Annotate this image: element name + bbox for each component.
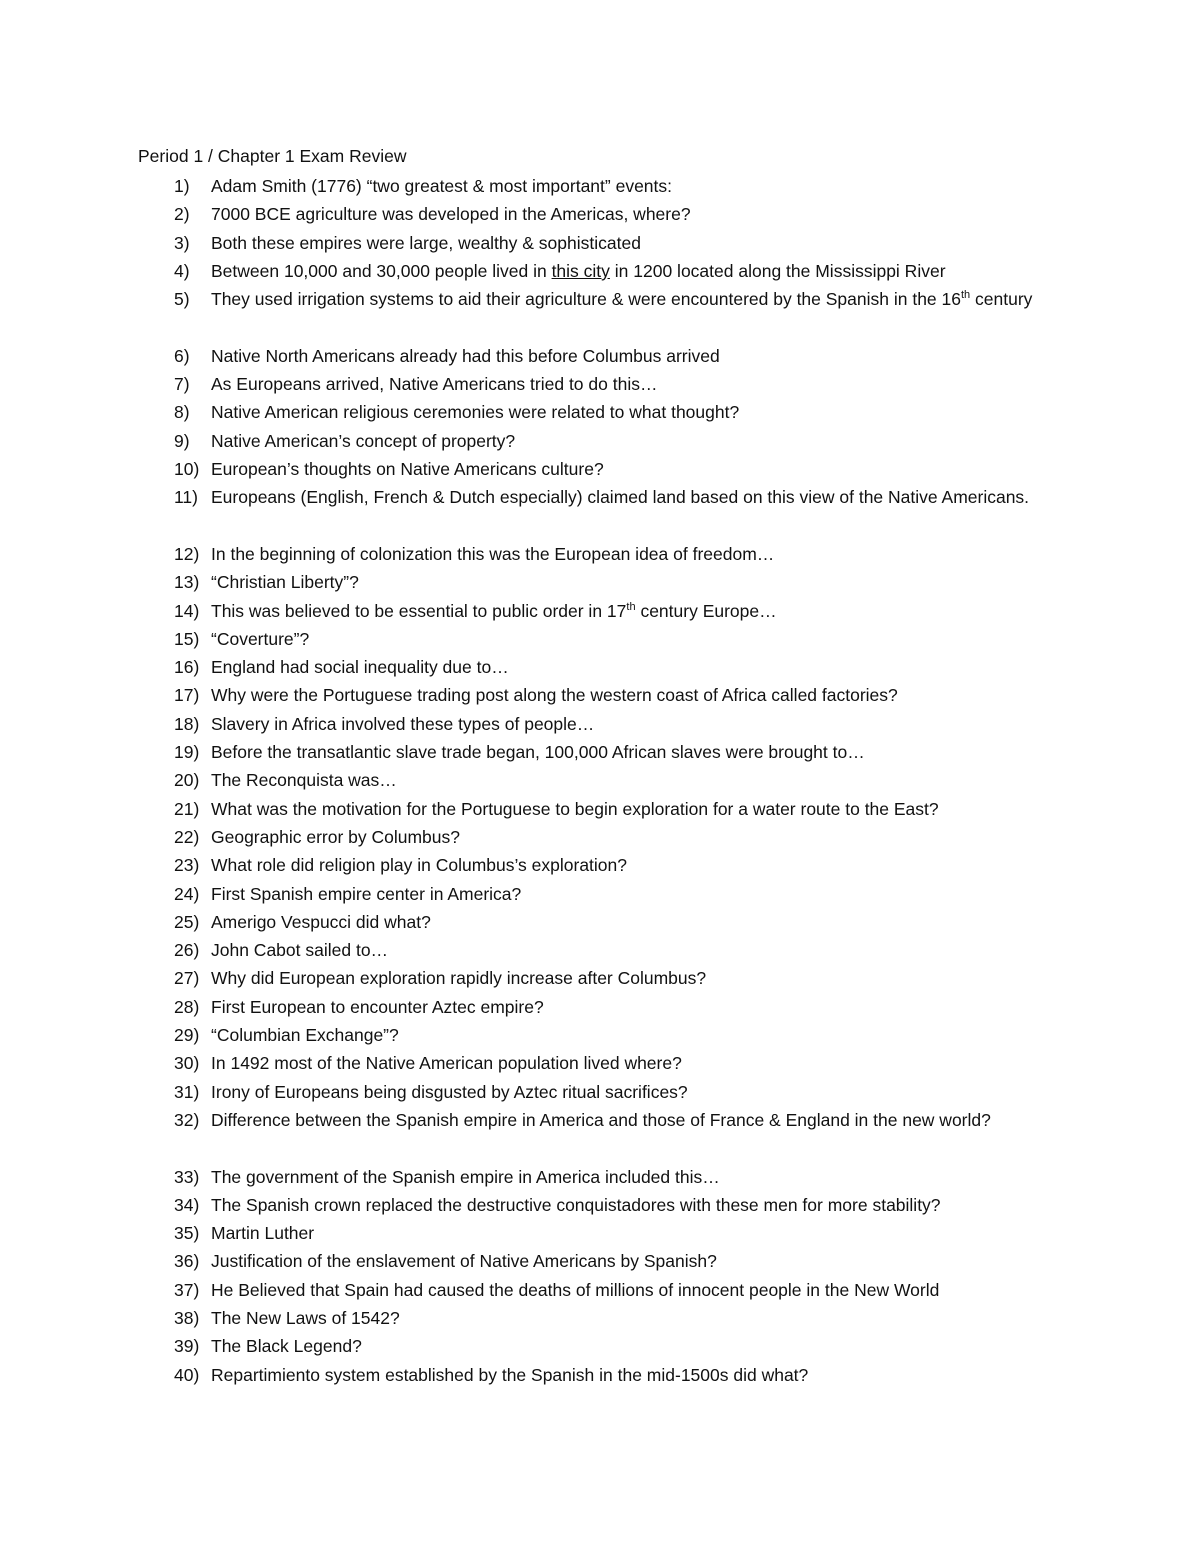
question-number: 7) — [174, 374, 190, 395]
question-text — [211, 597, 1071, 625]
question-number: 38) — [174, 1308, 200, 1328]
question-number: 29) — [174, 1025, 200, 1045]
ordinal-superscript: th — [626, 600, 636, 613]
question-number: 34) — [174, 1194, 200, 1215]
question-number: 28) — [174, 996, 200, 1017]
question-text: He Believed that Spain had caused the deaths of millions of innocent people in the New World — [211, 1279, 940, 1300]
question-number: 24) — [174, 883, 200, 904]
question-text: What was the motivation for the Portuguese to begin exploration for a water route to the East? — [211, 798, 939, 819]
question-number: 36) — [174, 1251, 200, 1272]
question-text: The government of the Spanish empire in America included this… — [211, 1166, 720, 1187]
page-title: Period 1 / Chapter 1 Exam Review — [138, 146, 407, 166]
question-number: 25) — [174, 911, 200, 932]
question-text: European’s thoughts on Native Americans culture? — [211, 459, 604, 479]
question-text: First European to encounter Aztec empire? — [211, 996, 544, 1017]
question-number: 21) — [174, 798, 200, 819]
question-number: 14) — [174, 600, 200, 621]
question-number: 9) — [174, 430, 190, 451]
question-number: 5) — [174, 289, 190, 310]
question-number: 18) — [174, 713, 200, 734]
question-text: Irony of Europeans being disgusted by Aztec ritual sacrifices? — [211, 1081, 688, 1102]
question-number: 16) — [174, 657, 200, 678]
question-text: As Europeans arrived, Native Americans tried to do this… — [211, 374, 658, 395]
question-text: “Christian Liberty”? — [211, 572, 359, 593]
question-text: Why were the Portuguese trading post along the western coast of Africa called factories? — [211, 685, 898, 706]
question-number: 1) — [174, 176, 190, 196]
question-text: Why did European exploration rapidly increase after Columbus? — [211, 968, 707, 989]
question-number: 11) — [174, 487, 198, 508]
question-text: In 1492 most of the Native American population lived where? — [211, 1053, 682, 1074]
question-text — [211, 257, 1071, 285]
question-number: 27) — [174, 968, 200, 989]
question-text: Amerigo Vespucci did what? — [211, 911, 431, 932]
question-number: 32) — [174, 1109, 200, 1130]
question-text: In the beginning of colonization this was the European idea of freedom… — [211, 543, 775, 564]
question-text: The Black Legend? — [211, 1336, 362, 1357]
question-text-part: This was believed to be essential to public order in 17 — [211, 600, 627, 621]
question-text: First Spanish empire center in America? — [211, 883, 522, 904]
question-number: 35) — [174, 1223, 200, 1244]
question-text: Difference between the Spanish empire in America and those of France & England in the new world? — [211, 1109, 991, 1130]
question-number: 31) — [174, 1081, 200, 1102]
question-number: 8) — [174, 402, 190, 423]
question-number: 17) — [174, 685, 200, 706]
question-number: 4) — [174, 260, 190, 281]
question-number: 3) — [174, 232, 190, 253]
question-text-part: in 1200 located along the Mississippi River — [609, 260, 946, 281]
question-text: Native American’s concept of property? — [211, 430, 516, 451]
question-text: Geographic error by Columbus? — [211, 826, 461, 847]
question-text: “Coverture”? — [211, 628, 310, 649]
question-number: 12) — [174, 543, 200, 564]
question-number: 15) — [174, 628, 200, 649]
question-text: 7000 BCE agriculture was developed in the Americas, where? — [211, 204, 691, 225]
question-number: 23) — [174, 855, 200, 876]
ordinal-superscript: th — [961, 289, 971, 302]
question-number: 2) — [174, 204, 190, 225]
question-text: Repartimiento system established by the Spanish in the mid-1500s did what? — [211, 1364, 809, 1385]
question-text: The Reconquista was… — [211, 770, 397, 791]
question-number: 39) — [174, 1336, 200, 1357]
question-number: 22) — [174, 826, 200, 847]
question-text: Native American religious ceremonies were related to what thought? — [211, 402, 740, 423]
question-text: John Cabot sailed to… — [211, 940, 389, 961]
question-text: England had social inequality due to… — [211, 657, 509, 678]
question-text-part: They used irrigation systems to aid their agriculture & were encountered by the Spanish in the 16 — [211, 289, 961, 310]
question-text: Europeans (English, French & Dutch especially) claimed land based on this view of the Native Americans. — [211, 487, 1030, 508]
question-number: 20) — [174, 770, 200, 791]
question-number: 33) — [174, 1166, 200, 1187]
question-text: Slavery in Africa involved these types of people… — [211, 713, 595, 734]
underlined-phrase: this city — [551, 260, 610, 281]
question-text: Native North Americans already had this before Columbus arrived — [211, 345, 720, 366]
question-text: Both these empires were large, wealthy & sophisticated — [211, 232, 641, 253]
question-number: 19) — [174, 742, 200, 762]
question-text-part: century — [970, 289, 1033, 310]
question-number: 10) — [174, 459, 200, 479]
question-text — [211, 285, 1071, 313]
question-number: 6) — [174, 345, 190, 366]
question-number: 26) — [174, 940, 200, 961]
question-text: The Spanish crown replaced the destructive conquistadores with these men for more stability? — [211, 1194, 941, 1215]
question-text: Before the transatlantic slave trade began, 100,000 African slaves were brought to… — [211, 742, 865, 762]
question-text-part: Between 10,000 and 30,000 people lived in — [211, 260, 552, 281]
question-text: Martin Luther — [211, 1223, 315, 1244]
question-text: What role did religion play in Columbus’s exploration? — [211, 855, 628, 876]
question-text: Justification of the enslavement of Native Americans by Spanish? — [211, 1251, 717, 1272]
question-number: 40) — [174, 1364, 200, 1385]
question-text-part: century Europe… — [635, 600, 777, 621]
question-text: The New Laws of 1542? — [211, 1308, 400, 1328]
question-text: “Columbian Exchange”? — [211, 1025, 399, 1045]
question-number: 13) — [174, 572, 200, 593]
question-text: Adam Smith (1776) “two greatest & most important” events: — [211, 176, 673, 196]
question-number: 30) — [174, 1053, 200, 1074]
question-number: 37) — [174, 1279, 200, 1300]
